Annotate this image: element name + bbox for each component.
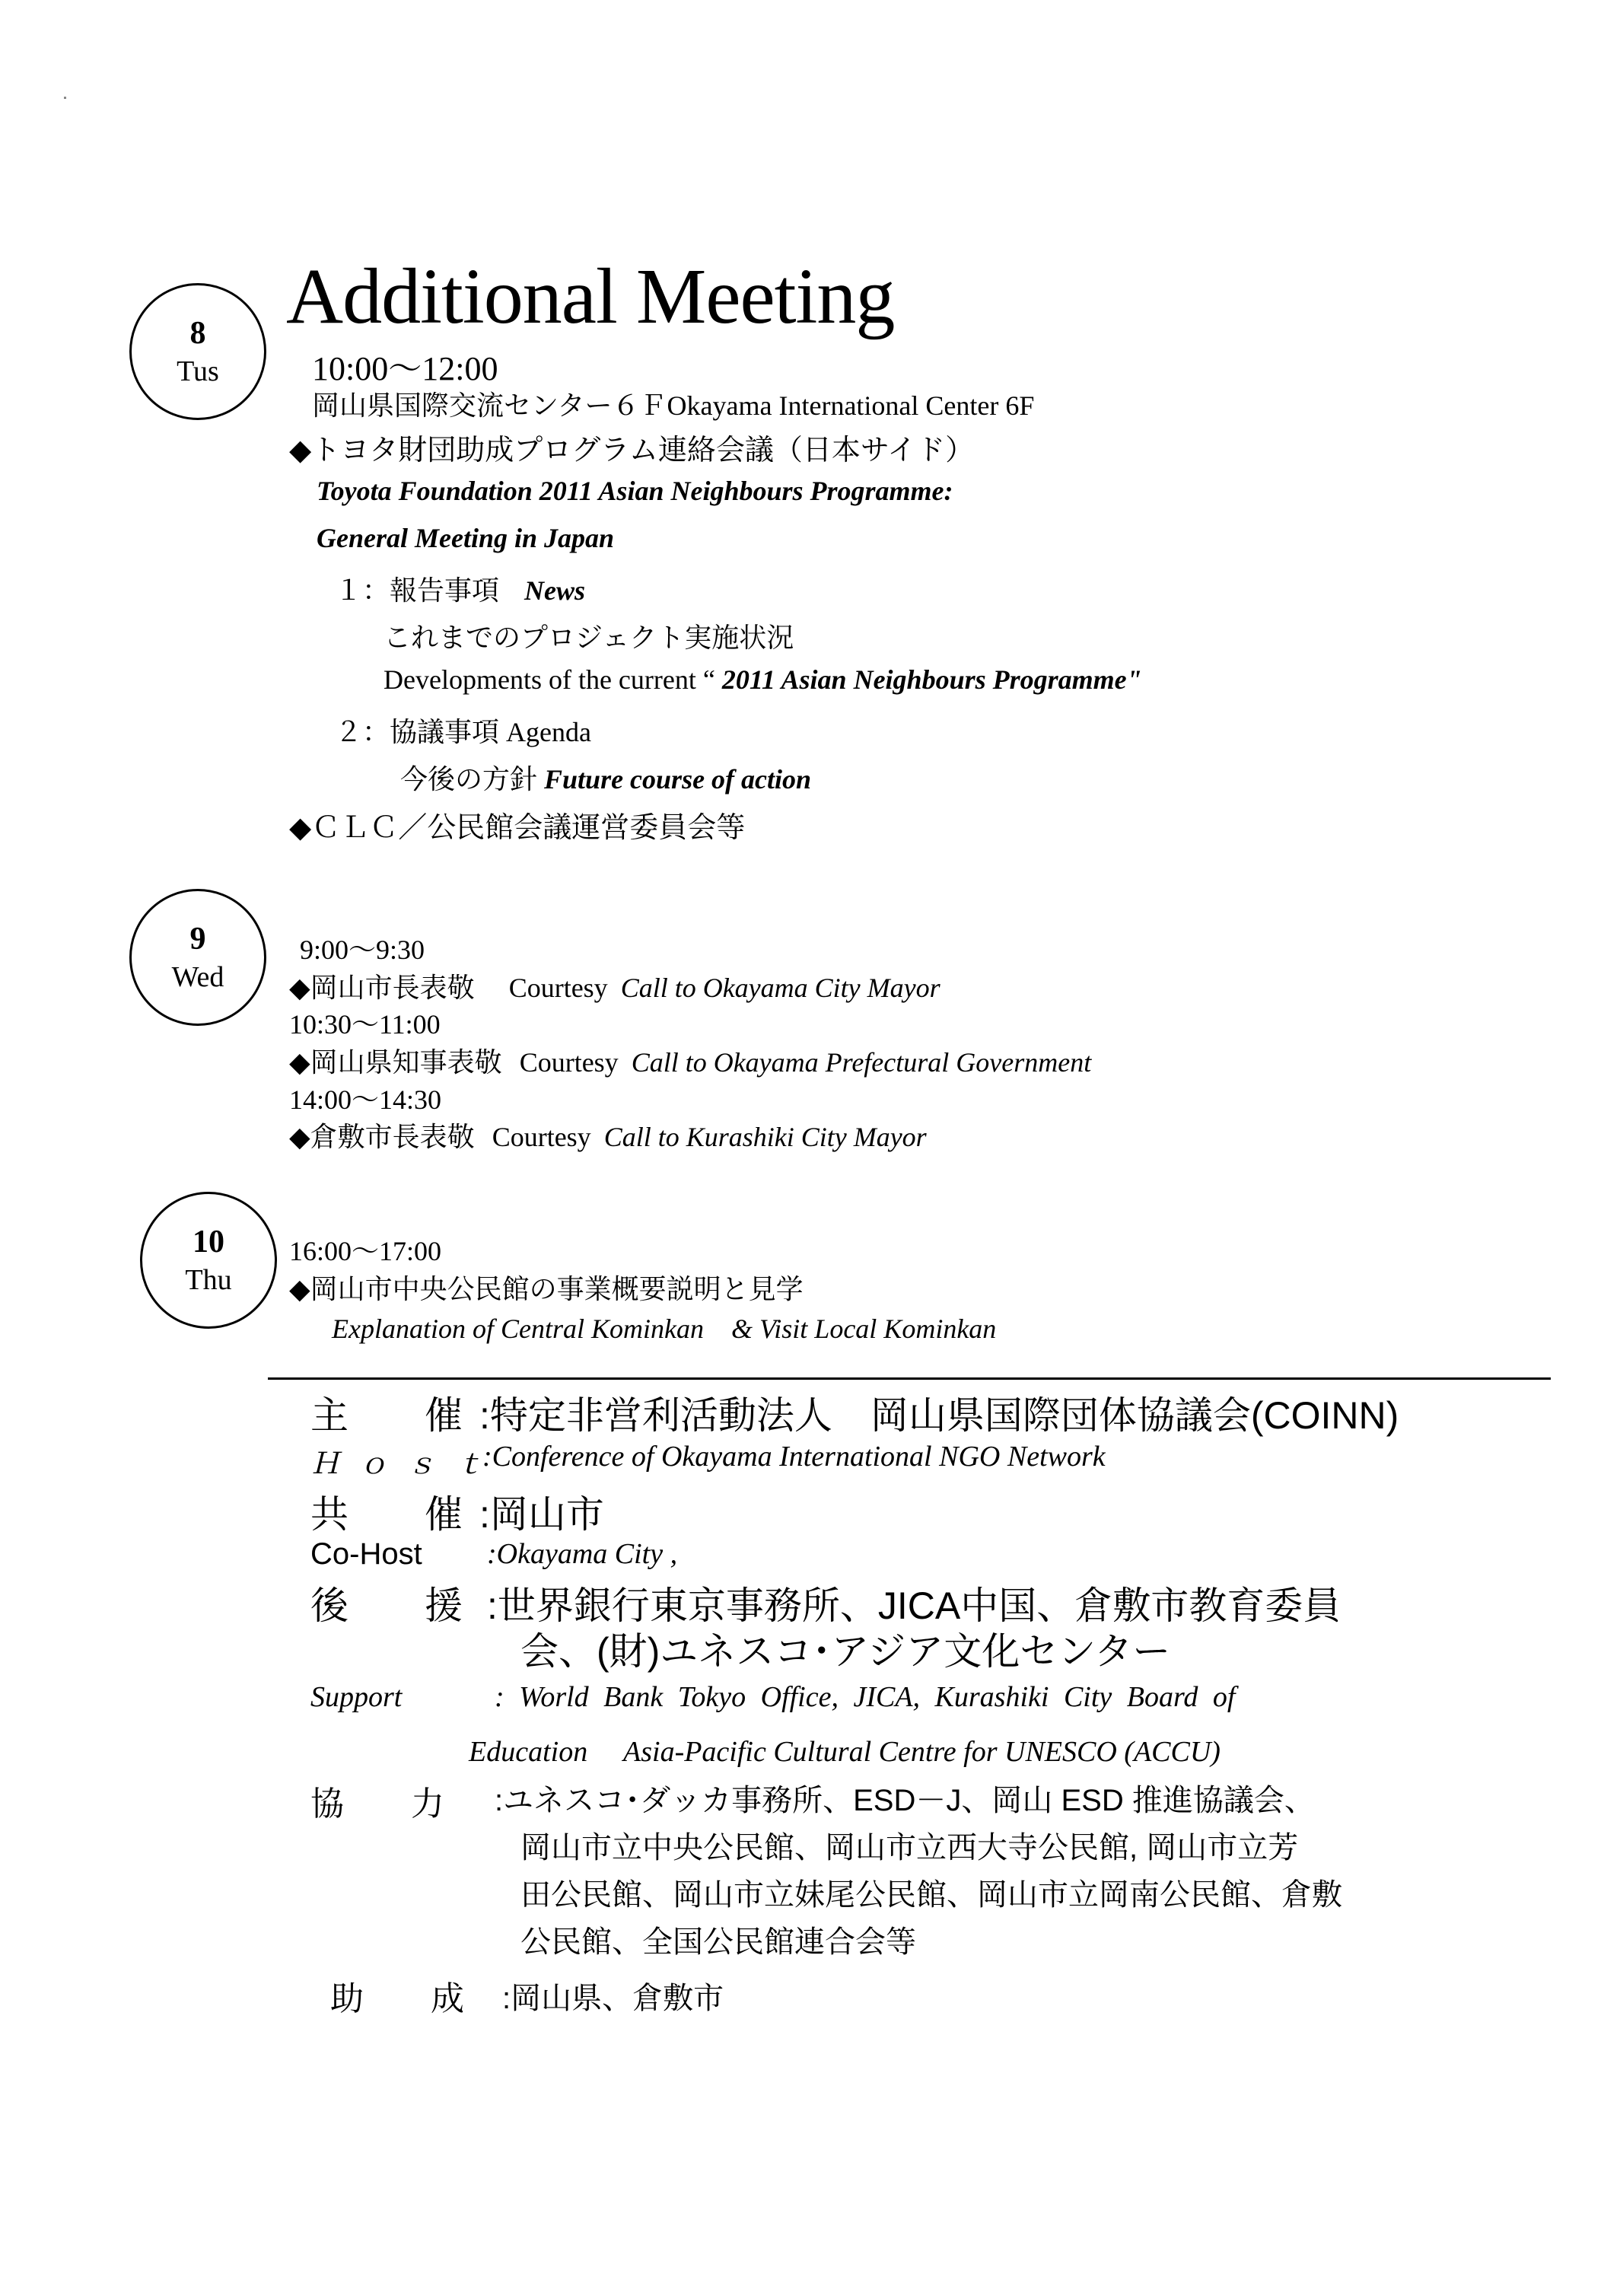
event-courtesy: Courtesy xyxy=(508,973,608,1003)
day2-time-2: 10:30～11:00 xyxy=(289,1009,441,1040)
date-number: 8 xyxy=(189,316,206,351)
day2-time-1: 9:00～9:30 xyxy=(300,935,425,965)
agenda-item-2-jp-desc: 今後の方針 xyxy=(400,764,538,795)
event-courtesy: Courtesy xyxy=(519,1047,619,1078)
support-en-value-1: : World Bank Tokyo Office, JICA, Kurashiki City Board of xyxy=(495,1681,1236,1713)
coop-value-4: 公民館、全国公民館連合会等 xyxy=(520,1925,916,1959)
event-courtesy: Courtesy xyxy=(492,1122,591,1152)
cohost-value: :岡山市 xyxy=(479,1493,604,1536)
date-circle-9 xyxy=(129,889,266,1026)
date-number: 10 xyxy=(193,1224,224,1259)
day3-time: 16:00～17:00 xyxy=(289,1236,442,1266)
meeting-title-en-1: Toyota Foundation 2011 Asian Neighbours Programme: xyxy=(317,476,953,506)
meeting-title-jp: ◆トヨタ財団助成プログラム連絡会議（日本サイド） xyxy=(289,435,975,467)
agenda-item-1-en-desc-programme: 2011 Asian Neighbours Programme" xyxy=(721,664,1142,695)
agenda-item-2: ２：協議事項 Agenda xyxy=(335,717,591,747)
support-en-label: Support xyxy=(310,1681,403,1713)
venue: 岡山県国際交流センター６ＦOkayama International Center 6F xyxy=(312,390,1035,421)
host-value: :特定非営利活動法人 岡山県国際団体協議会(COINN) xyxy=(479,1394,1399,1437)
event-en: Call to Okayama City Mayor xyxy=(620,973,940,1003)
day3-event-jp: ◆岡山市中央公民館の事業概要説明と見学 xyxy=(289,1274,804,1304)
coop-value-3: 田公民館、岡山市立妹尾公民館、岡山市立岡南公民館、倉敷 xyxy=(520,1878,1342,1912)
agenda-item-2-desc xyxy=(400,758,811,797)
grant-label: 助 成 xyxy=(330,1980,464,2017)
coop-value-2: 岡山市立中央公民館、岡山市立西大寺公民館, 岡山市立芳 xyxy=(520,1831,1299,1865)
support-label: 後 援 xyxy=(310,1584,463,1627)
cohost-en-value: :Okayama City , xyxy=(487,1538,678,1570)
agenda-item-1-en: News xyxy=(524,575,586,606)
agenda-item-2-en-desc: Future course of action xyxy=(544,764,812,795)
weekday: Thu xyxy=(185,1263,232,1296)
clc-meeting: ◆ＣＬＣ／公民館会議運営委員会等 xyxy=(289,812,746,844)
page-title: Additional Meeting xyxy=(286,253,895,340)
agenda-item-1 xyxy=(335,569,585,608)
day2-event-3 xyxy=(289,1116,927,1154)
support-value-1: :世界銀行東京事務所、JICA中国、倉敷市教育委員 xyxy=(487,1584,1342,1627)
event-en: Call to Okayama Prefectural Government xyxy=(631,1047,1092,1078)
time-1: 10:00～12:00 xyxy=(312,350,498,387)
host-en-label: Ｈ ｏ ｓ ｔ xyxy=(310,1448,491,1480)
day2-time-3: 14:00～14:30 xyxy=(289,1084,442,1115)
coop-value-1: :ユネスコ･ダッカ事務所、ESD－J、岡山 ESD 推進協議会、 xyxy=(495,1784,1315,1817)
speck xyxy=(64,97,66,99)
day2-event-1 xyxy=(289,966,940,1005)
support-en-value-2: Education Asia-Pacific Cultural Centre for UNESCO (ACCU) xyxy=(469,1736,1221,1768)
divider xyxy=(268,1377,1551,1380)
event-jp: ◆倉敷市長表敬 xyxy=(289,1122,475,1152)
cohost-label: 共 催 xyxy=(310,1493,463,1536)
meeting-title-en-2: General Meeting in Japan xyxy=(317,523,615,553)
cohost-en-label: Co-Host xyxy=(310,1537,422,1571)
day2-event-2 xyxy=(289,1041,1091,1080)
weekday: Tus xyxy=(177,355,219,387)
event-jp: ◆岡山県知事表敬 xyxy=(289,1047,502,1078)
support-value-2: 会、(財)ユネスコ･アジア文化センター xyxy=(520,1630,1171,1673)
agenda-item-1-label: １：報告事項 xyxy=(335,575,500,606)
host-en-value: :Conference of Okayama International NGO Network xyxy=(482,1441,1106,1473)
event-jp: ◆岡山市長表敬 xyxy=(289,973,475,1003)
date-circle-10 xyxy=(140,1192,277,1329)
date-number: 9 xyxy=(189,922,206,957)
event-en: Call to Kurashiki City Mayor xyxy=(603,1122,927,1152)
coop-label: 協 力 xyxy=(310,1785,444,1823)
weekday: Wed xyxy=(171,960,224,993)
grant-value: :岡山県、倉敷市 xyxy=(502,1982,724,2015)
agenda-item-1-en-desc-prefix: Developments of the current “ xyxy=(384,664,715,695)
date-circle-8 xyxy=(129,283,266,420)
agenda-item-1-jp-desc: これまでのプロジェクト実施状況 xyxy=(384,623,794,653)
host-label: 主 催 xyxy=(310,1394,463,1437)
agenda-item-1-en-desc xyxy=(384,664,1142,696)
day3-event-en: Explanation of Central Kominkan & Visit Local Kominkan xyxy=(332,1314,997,1344)
